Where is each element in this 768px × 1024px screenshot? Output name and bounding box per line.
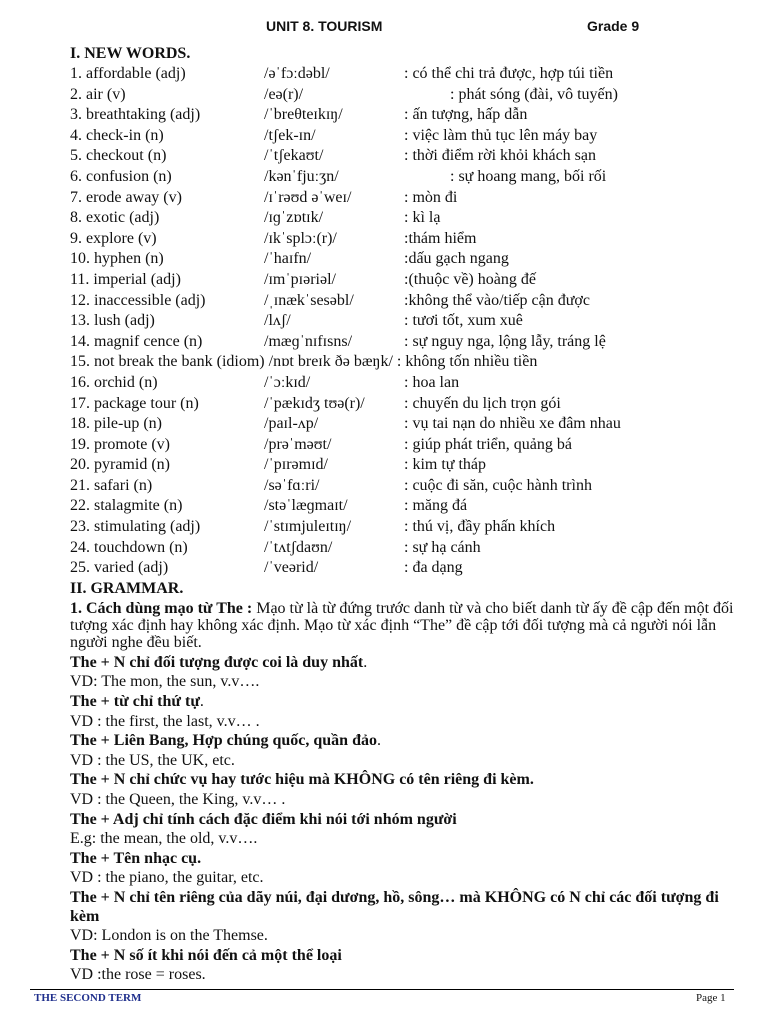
grammar-rule — [70, 888, 735, 926]
grammar-rule-punct: . — [199, 693, 204, 711]
vocab-meaning: :dấu gạch ngang — [404, 250, 509, 268]
grammar-rule-text: The + N chỉ tên riêng của dãy núi, đại dương, hồ, sông… mà KHÔNG có N chỉ các đối tượng đi kèm — [70, 888, 719, 925]
grammar-example: VD: London is on the Themse. — [70, 926, 268, 944]
grammar-example: VD : the US, the UK, etc. — [70, 751, 235, 769]
vocab-row — [70, 291, 735, 312]
vocab-meaning: : hoa lan — [404, 373, 460, 391]
vocab-meaning: : sự nguy nga, lộng lẫy, tráng lệ — [404, 332, 606, 350]
vocab-word: 2. air (v) — [70, 85, 126, 103]
vocab-meaning: : kim tự tháp — [404, 456, 486, 474]
vocab-row — [70, 126, 735, 147]
grammar-rules — [70, 653, 735, 985]
vocab-phonetic: /paɪl-ʌp/ — [264, 415, 319, 433]
grammar-rule — [70, 731, 735, 751]
vocab-row — [70, 188, 735, 209]
vocab-phonetic: /kənˈfjuːʒn/ — [264, 167, 339, 185]
vocab-row — [70, 208, 735, 229]
grammar-rule — [70, 849, 735, 869]
vocab-meaning: : cuộc đi săn, cuộc hành trình — [404, 476, 592, 494]
grammar-rule — [70, 692, 735, 712]
vocab-word: 4. check-in (n) — [70, 126, 164, 144]
vocab-word: 18. pile-up (n) — [70, 415, 162, 433]
vocab-row — [70, 270, 735, 291]
vocab-word: 1. affordable (adj) — [70, 65, 186, 82]
vocab-meaning: : chuyến du lịch trọn gói — [404, 394, 561, 412]
vocab-meaning: : giúp phát triển, quảng bá — [404, 435, 572, 453]
grammar-rule-text: The + N chỉ đối tượng được coi là duy nhất — [70, 653, 364, 671]
vocab-row — [70, 332, 735, 353]
vocab-row — [70, 167, 735, 188]
grammar-rule-text: The + N chỉ chức vụ hay tước hiệu mà KHÔNG có tên riêng đi kèm. — [70, 771, 534, 789]
vocab-row — [70, 373, 735, 394]
vocab-meaning: :(thuộc về) hoàng đế — [404, 270, 536, 288]
vocab-row — [70, 249, 735, 270]
vocab-row — [70, 64, 735, 85]
vocab-phonetic: /ˈpɪrəmɪd/ — [264, 456, 328, 474]
vocab-meaning: : việc làm thủ tục lên máy bay — [404, 126, 598, 144]
grammar-rule — [70, 653, 735, 673]
grammar-intro — [70, 600, 735, 651]
vocab-word: 13. lush (adj) — [70, 312, 155, 330]
vocab-row — [70, 558, 735, 579]
vocab-word: 7. erode away (v) — [70, 188, 182, 206]
vocab-meaning: :không thể vào/tiếp cận được — [404, 291, 590, 309]
vocab-word: 25. varied (adj) — [70, 559, 169, 577]
vocab-phonetic: /ɪɡˈzɒtɪk/ — [264, 209, 324, 227]
vocab-word: 20. pyramid (n) — [70, 456, 170, 474]
vocab-phonetic: /ˈbreθteɪkɪŋ/ — [264, 106, 343, 124]
page-header — [0, 16, 768, 38]
grammar-rule-punct: . — [363, 653, 368, 671]
vocab-word: 16. orchid (n) — [70, 373, 158, 391]
vocab-word: 5. checkout (n) — [70, 147, 167, 165]
vocab-row — [70, 414, 735, 435]
vocab-word: 12. inaccessible (adj) — [70, 291, 206, 309]
grammar-intro-heading: 1. Cách dùng mạo từ The : — [70, 599, 257, 617]
grammar-example: VD : the first, the last, v.v… . — [70, 712, 260, 730]
vocab-phonetic: /ɪkˈsplɔː(r)/ — [264, 229, 337, 247]
vocab-phonetic: /ɪmˈpɪəriəl/ — [264, 270, 336, 288]
vocab-word: 3. breathtaking (adj) — [70, 106, 201, 124]
grammar-example: VD :the rose = roses. — [70, 966, 206, 984]
vocab-phonetic: /ˈpækɪdʒ tʊə(r)/ — [264, 394, 365, 412]
vocab-word: 17. package tour (n) — [70, 394, 199, 412]
vocab-phonetic: /lʌʃ/ — [264, 312, 291, 330]
vocab-row — [70, 85, 735, 106]
vocab-row — [70, 476, 735, 497]
vocab-phonetic: /ˈveərid/ — [264, 559, 319, 577]
vocab-word: 23. stimulating (adj) — [70, 518, 201, 536]
grammar-example: VD: The mon, the sun, v.v…. — [70, 673, 260, 691]
grammar-rule-text: The + Liên Bang, Hợp chúng quốc, quần đảo — [70, 732, 377, 750]
grammar-rule — [70, 770, 735, 790]
vocab-row — [70, 538, 735, 559]
vocab-meaning: : mòn đi — [404, 188, 458, 206]
vocab-phonetic: /prəˈməʊt/ — [264, 435, 332, 453]
vocab-phonetic: /mæɡˈnɪfɪsns/ — [264, 332, 353, 350]
grammar-example: VD : the piano, the guitar, etc. — [70, 869, 264, 887]
vocab-meaning: : sự hạ cánh — [404, 538, 481, 556]
vocab-row — [70, 352, 735, 373]
vocab-meaning: : măng đá — [404, 497, 468, 515]
vocab-meaning: : sự hoang mang, bối rối — [450, 167, 607, 185]
vocab-row — [70, 105, 735, 126]
vocab-full-line: 15. not break the bank (idiom) /nɒt breɪk ðə bæŋk/ : không tốn nhiều tiền — [70, 353, 538, 371]
vocab-row — [70, 455, 735, 476]
vocab-row — [70, 517, 735, 538]
grammar-rule — [70, 946, 735, 966]
vocab-meaning: : kì lạ — [404, 209, 441, 227]
vocab-phonetic: /ˈhaɪfn/ — [264, 250, 312, 268]
vocab-phonetic: /ɪˈrəʊd əˈweɪ/ — [264, 188, 352, 206]
vocab-word: 9. explore (v) — [70, 229, 157, 247]
vocab-meaning: : ấn tượng, hấp dẫn — [404, 106, 528, 124]
vocab-row — [70, 496, 735, 517]
vocab-list — [70, 64, 735, 579]
vocab-row — [70, 435, 735, 456]
vocab-phonetic: /ˈɔːkɪd/ — [264, 373, 311, 391]
vocab-word: 22. stalagmite (n) — [70, 497, 183, 515]
section-title-new-words: I. NEW WORDS. — [70, 45, 191, 62]
vocab-phonetic: /stəˈlæɡmaɪt/ — [264, 497, 348, 515]
vocab-meaning: : đa dạng — [404, 559, 463, 577]
vocab-word: 19. promote (v) — [70, 435, 170, 453]
vocab-word: 21. safari (n) — [70, 476, 153, 494]
vocab-meaning: : có thể chi trả được, hợp túi tiền — [404, 65, 614, 82]
vocab-word: 10. hyphen (n) — [70, 250, 164, 268]
vocab-word: 8. exotic (adj) — [70, 209, 160, 227]
vocab-phonetic: /əˈfɔːdəbl/ — [264, 65, 330, 82]
vocab-phonetic: /səˈfɑːri/ — [264, 476, 320, 494]
document-body — [70, 44, 735, 985]
footer-divider — [30, 989, 734, 990]
vocab-phonetic: /ˌɪnækˈsesəbl/ — [264, 291, 354, 309]
grade-label: Grade 9 — [587, 18, 640, 34]
vocab-word: 11. imperial (adj) — [70, 270, 181, 288]
grammar-example: E.g: the mean, the old, v.v…. — [70, 830, 258, 848]
vocab-row — [70, 311, 735, 332]
vocab-word: 6. confusion (n) — [70, 167, 172, 185]
vocab-phonetic: /ˈtʃekaʊt/ — [264, 147, 324, 165]
vocab-phonetic: /ˈtʌtʃdaʊn/ — [264, 538, 333, 556]
footer-term: THE SECOND TERM — [34, 992, 142, 1004]
vocab-row — [70, 146, 735, 167]
grammar-example: VD : the Queen, the King, v.v… . — [70, 791, 286, 808]
footer-page-number: Page 1 — [696, 992, 726, 1004]
grammar-rule-text: The + Adj chỉ tính cách đặc điểm khi nói tới nhóm người — [70, 810, 457, 828]
grammar-rule — [70, 810, 735, 830]
vocab-row — [70, 394, 735, 415]
grammar-rule-text: The + Tên nhạc cụ. — [70, 849, 202, 867]
unit-title: UNIT 8. TOURISM — [266, 18, 383, 34]
vocab-phonetic: /eə(r)/ — [264, 85, 304, 103]
grammar-rule-text: The + N số ít khi nói đến cả một thể loại — [70, 946, 342, 964]
vocab-phonetic: /ˈstɪmjuleɪtɪŋ/ — [264, 518, 352, 536]
vocab-word: 14. magnif cence (n) — [70, 332, 203, 350]
vocab-row — [70, 229, 735, 250]
vocab-meaning: : phát sóng (đài, vô tuyến) — [450, 85, 618, 103]
grammar-rule-text: The + từ chỉ thứ tự — [70, 693, 200, 711]
vocab-meaning: :thám hiểm — [404, 229, 477, 247]
vocab-meaning: : thú vị, đầy phấn khích — [404, 518, 556, 536]
grammar-rule-punct: . — [376, 732, 381, 750]
vocab-word: 24. touchdown (n) — [70, 538, 188, 556]
vocab-meaning: : thời điểm rời khỏi khách sạn — [404, 147, 596, 165]
vocab-meaning: : vụ tai nạn do nhiều xe đâm nhau — [404, 415, 621, 433]
section-title-grammar: II. GRAMMAR. — [70, 579, 184, 597]
vocab-phonetic: /tʃek-ɪn/ — [264, 126, 316, 144]
grammar-intro-text: Mạo từ là từ đứng trước danh từ và cho biết danh từ ấy đề cập đến một đối tượng xác định hay không xác định. Mạo từ xác định “The” đề cập tới đối tượng mà cả người nói lẫn người nghe đều biết. — [70, 599, 734, 651]
vocab-meaning: : tươi tốt, xum xuê — [404, 312, 523, 330]
